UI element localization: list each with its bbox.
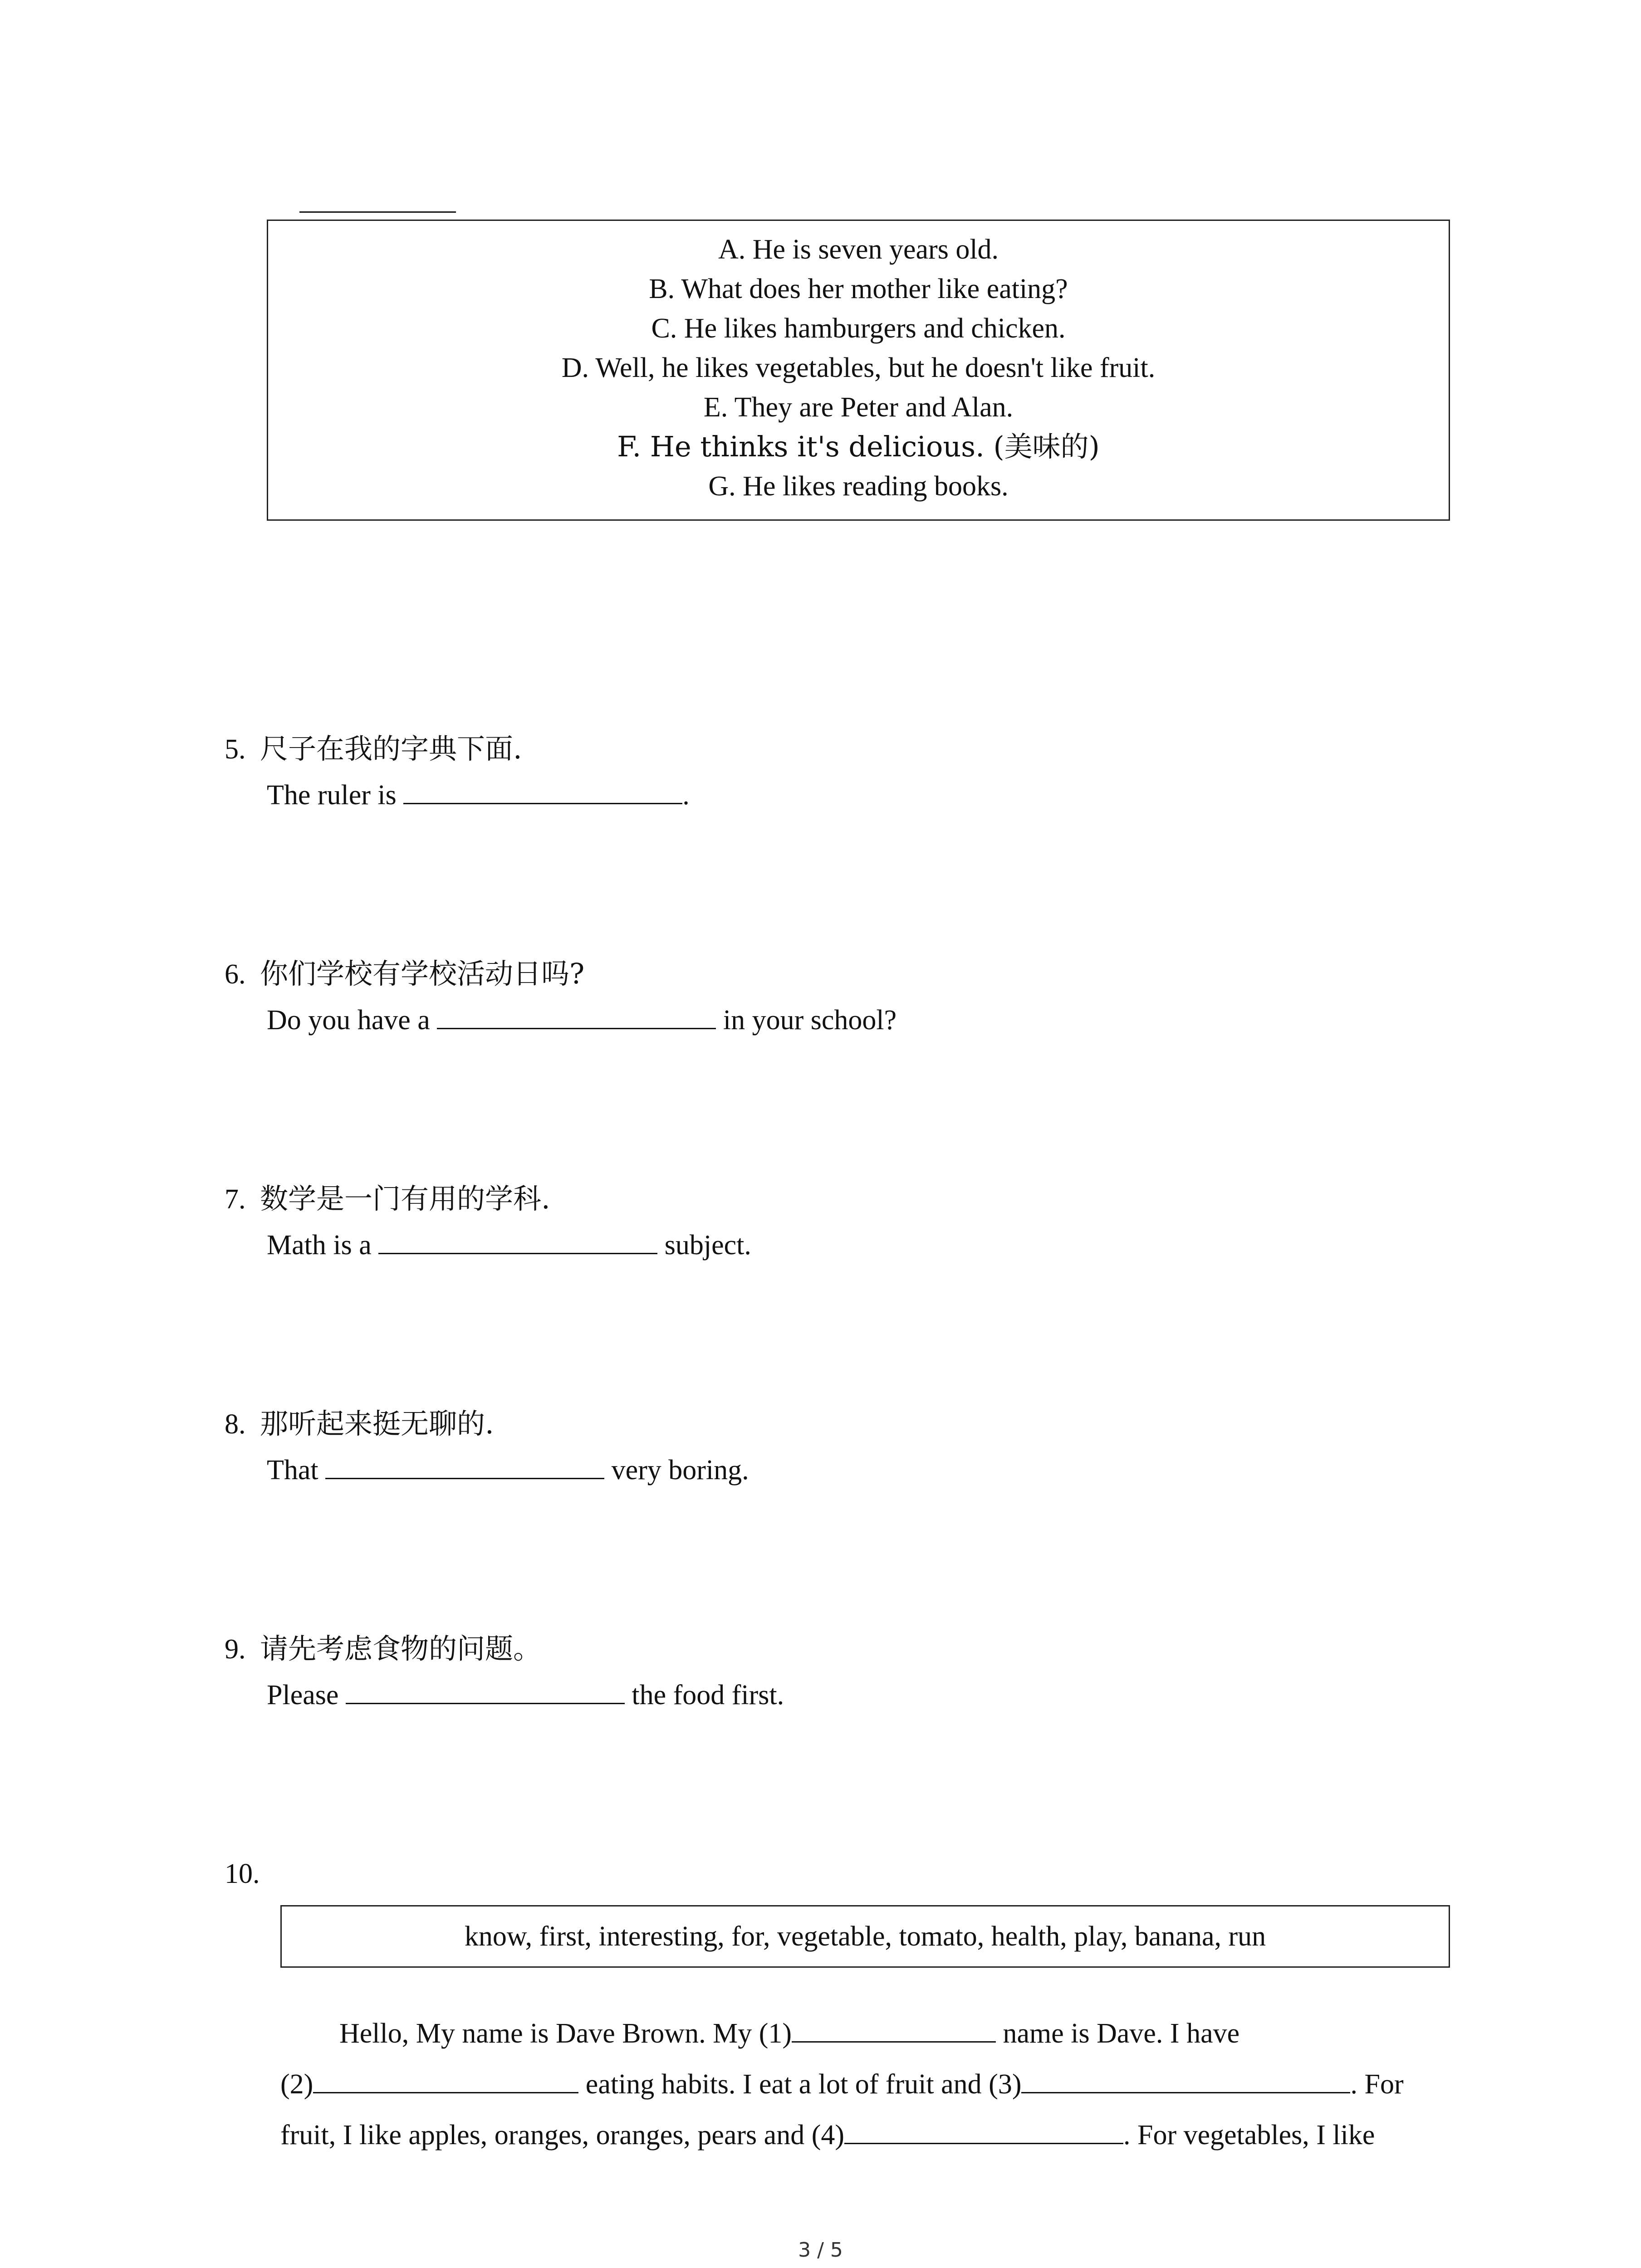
question-5-english: The ruler is . (267, 780, 690, 811)
question-number: 7. (225, 1184, 246, 1215)
option-c: C. He likes hamburgers and chicken. (651, 313, 1066, 344)
option-b: B. What does her mother like eating? (649, 274, 1068, 304)
question-chinese: 请先考虑食物的问题。 (260, 1632, 542, 1665)
option-d: D. Well, he likes vegetables, but he doesn't like fruit. (561, 352, 1156, 383)
question-number: 8. (225, 1409, 246, 1440)
options-box (267, 220, 1450, 521)
word-bank: know, first, interesting, for, vegetable, tomato, health, play, banana, run (464, 1921, 1266, 1952)
question-number: 6. (225, 959, 246, 990)
option-f: F. He thinks it's delicious. (美味的) (617, 430, 1100, 463)
answer-blank-6[interactable] (437, 1006, 716, 1029)
question-9-english: Please the food first. (267, 1680, 784, 1711)
question-6 (225, 957, 585, 990)
passage-blank-1[interactable] (792, 2019, 996, 2043)
question-number: 9. (225, 1634, 246, 1665)
question-number: 5. (225, 734, 246, 765)
question-chinese: 那听起来挺无聊的. (260, 1407, 494, 1440)
answer-blank-8[interactable] (325, 1456, 604, 1479)
option-e: E. They are Peter and Alan. (703, 392, 1014, 423)
question-9 (225, 1632, 542, 1665)
answer-blank-5[interactable] (403, 781, 682, 804)
answer-blank-7[interactable] (378, 1231, 657, 1254)
page-number: 3 / 5 (798, 2239, 843, 2262)
question-chinese: 尺子在我的字典下面. (260, 732, 522, 765)
option-a: A. He is seven years old. (718, 234, 999, 265)
question-chinese: 数学是一门有用的学科. (260, 1182, 550, 1215)
question-7 (225, 1182, 550, 1215)
question-7-english: Math is a subject. (267, 1230, 751, 1261)
question-6-english: Do you have a in your school? (267, 1005, 897, 1036)
answer-blank-9[interactable] (346, 1681, 625, 1704)
passage-blank-2[interactable] (313, 2070, 578, 2093)
question-10-number: 10. (225, 1858, 260, 1889)
question-5 (225, 732, 522, 765)
passage-blank-3[interactable] (1021, 2070, 1350, 2093)
question-chinese: 你们学校有学校活动日吗? (260, 957, 585, 990)
passage-line-1: Hello, My name is Dave Brown. My (1) name is Dave. I have (339, 2018, 1240, 2049)
question-8-english: That very boring. (267, 1455, 749, 1486)
passage-line-3: fruit, I like apples, oranges, oranges, pears and (4) . For vegetables, I like (280, 2120, 1375, 2151)
word-bank-box (280, 1905, 1450, 1968)
question-8 (225, 1407, 494, 1440)
answer-blank-top[interactable] (299, 190, 456, 213)
passage-blank-4[interactable] (844, 2121, 1123, 2144)
passage-line-2: (2) eating habits. I eat a lot of fruit and (3) . For (280, 2069, 1404, 2100)
option-g: G. He likes reading books. (708, 471, 1009, 502)
